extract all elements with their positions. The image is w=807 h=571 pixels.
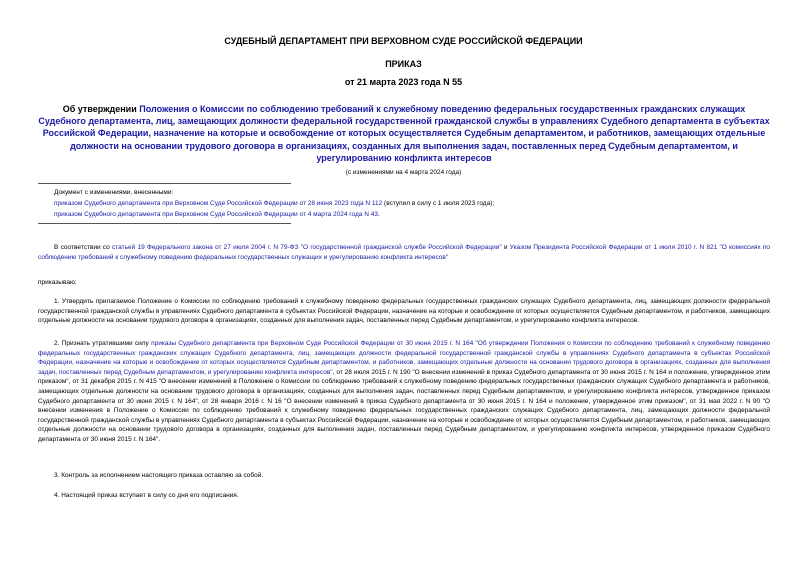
preamble-paragraph (38, 243, 770, 262)
item-2-text-1: 2. Признать утратившими силу (54, 340, 152, 347)
change-link-2[interactable]: приказом Судебного департамента при Верховном Суде Российской Федерации от 4 марта 2024 года N 43 (54, 211, 378, 218)
document-title (38, 103, 770, 164)
item-1-paragraph (38, 297, 770, 326)
changes-bottom-rule (38, 223, 291, 224)
item-2-text-2: , от 28 июля 2015 г. N 190 "О внесении изменений в приказ Судебного департамента от 30 июня 2015 г. N 164 и положение, утвержденное этим приказом", от 31 декабря 2015 г. N 415 "О внесении изменений в Положение о Комиссии по соблюдению требований к служебному поведению федеральных государственных гражданских служащих Судебного департамента и работников, замещающих отдельные должности на основании трудового договора в организациях, созданных для выполнения задач, поставленных перед Судебным департаментом, и урегулированию конфликта интересов, утвержденное приказом Судебного департамента от 30 июня 2015 г. N 164", от 28 января 2016 г. N 16 "О внесении изменений в приказ Судебного департамента от 30 июня 2015 г. N 164 и положение, утвержденное этим приказом", от 31 мая 2022 г. N 90 "О внесении изменения в Положение о Комиссии по соблюдению требований к служебному поведению федеральных государственных гражданских служащих Судебного департамента, лиц, замещающих должности федеральной государственной гражданской службы в управлениях Судебного департамента в субъектах Российской Федерации, назначение на которые и освобождение от которых осуществляется Судебным департаментом, и работников, замещающих отдельные должности на основании трудового договора в организациях, созданных для выполнения задач, поставленных перед Судебным департаментом, и урегулированию конфликта интересов, утвержденное приказом Судебного департамента от 30 июня 2015 г. N 164". (38, 368, 770, 443)
change-note-1: (вступил в силу с 1 июля 2023 года); (382, 200, 495, 207)
change-note-2: . (377, 211, 380, 218)
item-4-paragraph (38, 491, 770, 501)
changes-intro: Документ с изменениями, внесенными: (54, 189, 174, 196)
document-type: ПРИКАЗ (385, 59, 422, 69)
preamble-text-2: и (501, 244, 510, 251)
change-item-2 (54, 209, 774, 220)
revision-note: (с изменениями на 4 марта 2024 года) (345, 169, 462, 176)
presidential-decree-link[interactable]: Указом Президента Российской Федерации от 1 июля 2010 г. N 821 "О комиссиях по соблюдению требований к служебному поведению федеральных государственных служащих и урегулированию конфликта интересов" (38, 244, 770, 261)
title-prefix: Об утверждении (62, 104, 140, 114)
item-4-text: 4. Настоящий приказ вступает в силу со дня его подписания. (54, 492, 239, 499)
item-2-paragraph (38, 339, 770, 445)
preamble-text-1: В соответствии со (54, 244, 112, 251)
change-item-1 (54, 198, 774, 209)
repealed-orders-link[interactable]: приказы Судебного департамента при Верховном Суде Российской Федерации от 30 июня 2015 г. N 164 "Об утверждении Положения о Комиссии по соблюдению требований к служебному поведению федеральных государственных гражданских служащих Судебного департамента, лиц, замещающих должности федеральной государственной гражданской службы в управлениях Судебного департамента в субъектах Российской Федерации, назначение на которые и освобождение от которых осуществляется Судебным департаментом, и работников, замещающих отдельные должности на основании трудового договора в организациях, созданных для выполнения задач, поставленных перед Судебным департаментом, и урегулированию конфликта интересов" (38, 340, 771, 376)
orders-word: приказываю: (38, 279, 77, 286)
federal-law-link[interactable]: статьей 19 Федерального закона от 27 июля 2004 г. N 79-ФЗ "О государственной гражданской службе Российской Федерации" (111, 244, 502, 251)
document-date: от 21 марта 2023 года N 55 (344, 77, 463, 87)
change-link-1[interactable]: приказом Судебного департамента при Верховном Суде Российской Федерации от 28 июня 2023 года N 112 (54, 200, 383, 207)
item-1-text: 1. Утвердить прилагаемое Положение о Комиссии по соблюдению требований к служебному поведению федеральных государственных гражданских служащих Судебного департамента, лиц, замещающих должности федеральной государственной гражданской службы в управлениях Судебного департамента в субъектах Российской Федерации, назначение на которые и освобождение от которых осуществляется Судебным департаментом, и работников, замещающих отдельные должности на основании трудового договора в организациях, созданных для выполнения задач, поставленных перед Судебным департаментом, и урегулированию конфликта интересов. (38, 298, 770, 325)
item-3-text: 3. Контроль за исполнением настоящего приказа оставляю за собой. (54, 472, 264, 479)
issuing-organization: СУДЕБНЫЙ ДЕПАРТАМЕНТ ПРИ ВЕРХОВНОМ СУДЕ РОССИЙСКОЙ ФЕДЕРАЦИИ (224, 36, 583, 46)
title-regulation-link[interactable]: Положения о Комиссии по соблюдению требований к служебному поведению федеральных государственных гражданских служащих Судебного департамента, лиц, замещающих должности федеральной государственной гражданской службы в управлениях Судебного департамента в субъектах Российской Федерации, назначение на которые и освобождение от которых осуществляется Судебным департаментом, и работников, замещающих отдельные должности на основании трудового договора в организациях, созданных для выполнения задач, поставленных перед Судебным департаментом, и урегулированию конфликта интересов (38, 104, 770, 163)
changes-block (54, 187, 774, 220)
changes-top-rule (38, 183, 291, 184)
item-3-paragraph (38, 471, 770, 481)
